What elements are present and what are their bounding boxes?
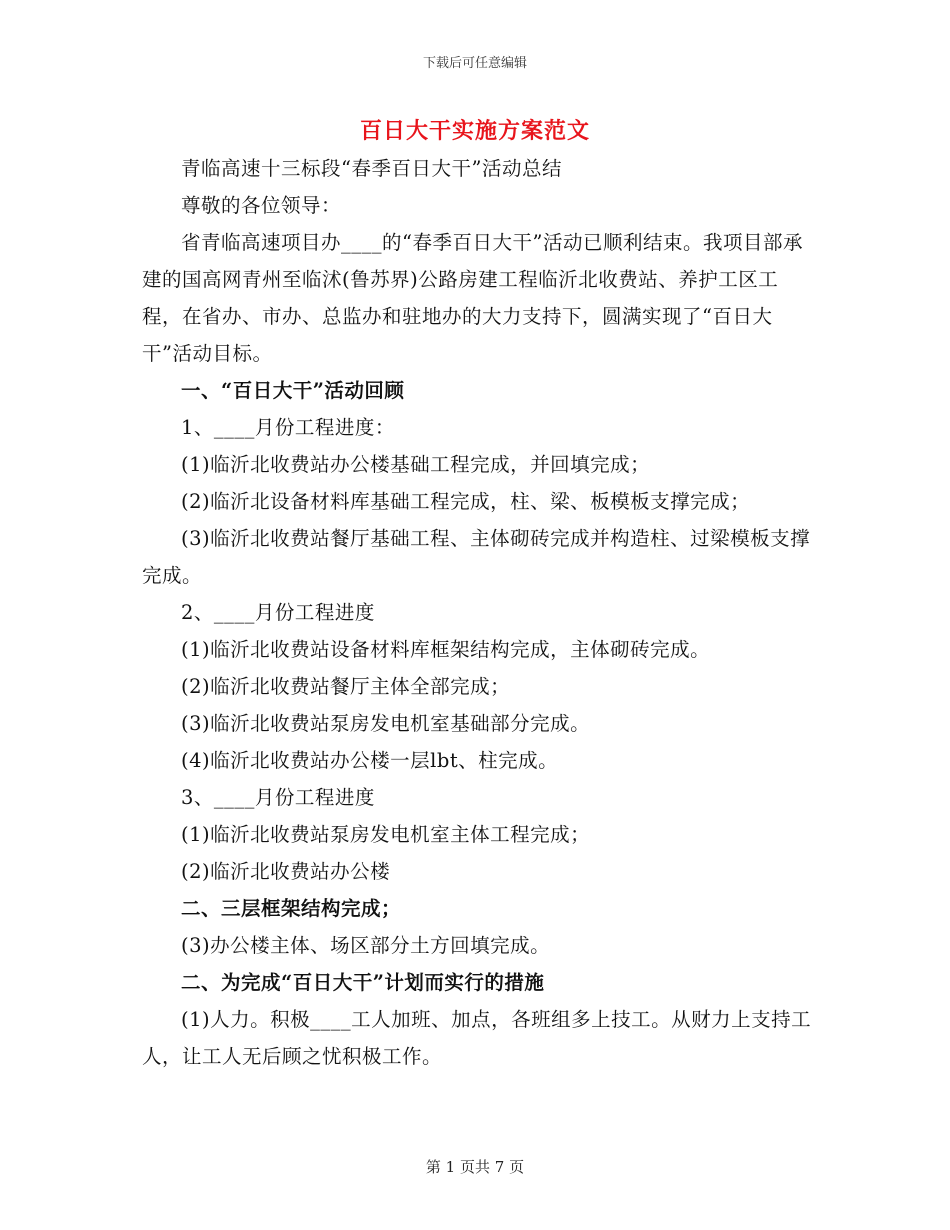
section-heading-frame: 二、三层框架结构完成；	[181, 897, 402, 920]
month-1-heading: 1、____月份工程进度：	[181, 416, 395, 439]
subtitle-paragraph: 青临高速十三标段“春季百日大干”活动总结	[181, 157, 562, 180]
month-1-item-2: (2)临沂北设备材料库基础工程完成，柱、梁、板模板支撑完成；	[181, 490, 751, 513]
document-title: 百日大干实施方案范文	[359, 118, 590, 144]
salutation-paragraph: 尊敬的各位领导：	[181, 194, 342, 217]
month-2-item-4: (4)临沂北收费站办公楼一层lbt、柱完成。	[181, 749, 559, 772]
measure-item-1: (1)人力。积极____工人加班、加点，各班组多上技工。从财力上支持工人，让工人无后顾之忧积极工作。	[142, 1008, 812, 1068]
month-1-item-1: (1)临沂北收费站办公楼基础工程完成，并回填完成；	[181, 453, 651, 476]
page-footer-number: 第 1 页共 7 页	[425, 1158, 525, 1176]
month-3-heading: 3、____月份工程进度	[181, 786, 375, 809]
month-2-heading: 2、____月份工程进度	[181, 601, 375, 624]
section-heading-measures: 二、为完成“百日大干”计划而实行的措施	[181, 971, 545, 994]
month-2-item-2: (2)临沂北收费站餐厅主体全部完成；	[181, 675, 511, 698]
document-body	[142, 150, 812, 1075]
section-heading-review: 一、“百日大干”活动回顾	[181, 379, 405, 402]
page-header-note: 下载后可任意编辑	[422, 56, 527, 71]
month-3-item-2: (2)临沂北收费站办公楼	[181, 860, 391, 883]
month-3-item-1: (1)临沂北收费站泵房发电机室主体工程完成；	[181, 823, 591, 846]
month-1-item-3: (3)临沂北收费站餐厅基础工程、主体砌砖完成并构造柱、过梁模板支撑完成。	[142, 527, 811, 587]
month-3-item-3: (3)办公楼主体、场区部分土方回填完成。	[181, 934, 551, 957]
month-2-item-1: (1)临沂北收费站设备材料库框架结构完成，主体砌砖完成。	[181, 638, 711, 661]
intro-paragraph: 省青临高速项目办____的“春季百日大干”活动已顺利结束。我项目部承建的国高网青州至临沭(鲁苏界)公路房建工程临沂北收费站、养护工区工程，在省办、市办、总监办和驻地办的大力支持下，圆满实现了“百日大干”活动目标。	[142, 231, 803, 365]
month-2-item-3: (3)临沂北收费站泵房发电机室基础部分完成。	[181, 712, 591, 735]
